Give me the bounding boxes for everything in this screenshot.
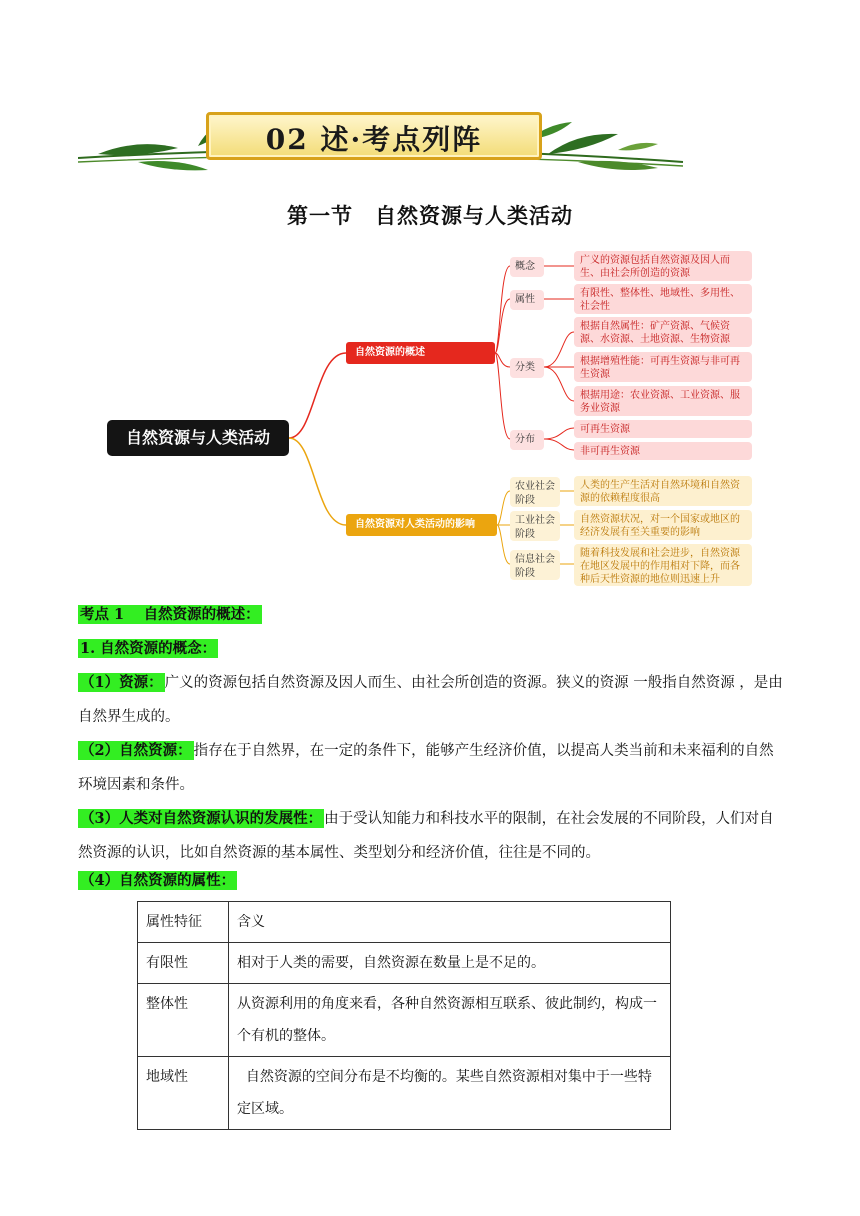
leaf-class-use: 根据用途：农业资源、工业资源、服务业资源 bbox=[574, 386, 752, 416]
leaf-concept: 广义的资源包括自然资源及因人而生、由社会所创造的资源 bbox=[574, 251, 752, 281]
table-cell: 有限性 bbox=[138, 943, 229, 984]
mind-map bbox=[100, 248, 760, 590]
section-banner bbox=[78, 100, 688, 180]
development-text: 由于受认知能力和科技水平的限制，在社会发展的不同阶段，人们对自然资源的认识，比如自然资源的基本属性、类型划分和经济价值，往往是不同的。 bbox=[78, 811, 774, 861]
leaf-class-natural: 根据自然属性：矿产资源、气候资源、水资源、土地资源、生物资源 bbox=[574, 317, 752, 347]
mind-map-root: 自然资源与人类活动 bbox=[107, 420, 289, 456]
branch-overview: 自然资源的概述 bbox=[346, 342, 495, 364]
leaf-information: 随着科技发展和社会进步，自然资源在地区发展中的作用相对下降，而各种后天性资源的地位则迅速上升 bbox=[574, 544, 752, 586]
table-cell: 地域性 bbox=[138, 1057, 229, 1130]
natural-resource-text: 指存在于自然界，在一定的条件下，能够产生经济价值，以提高人类当前和未来福利的自然环境因素和条件。 bbox=[78, 743, 774, 793]
node-distribution: 分布 bbox=[510, 430, 544, 450]
kaodian-label: 考点 1 自然资源的概述： bbox=[80, 606, 260, 623]
branch-impact: 自然资源对人类活动的影响 bbox=[346, 514, 497, 536]
para-resource bbox=[78, 666, 783, 734]
attributes-table bbox=[137, 901, 671, 1130]
node-agricultural: 农业社会阶段 bbox=[510, 477, 560, 507]
section-title: 第一节 自然资源与人类活动 bbox=[287, 204, 573, 228]
para-development bbox=[78, 802, 783, 870]
table-header-row bbox=[138, 902, 671, 943]
node-classification: 分类 bbox=[510, 358, 544, 378]
resource-text: 广义的资源包括自然资源及因人而生、由社会所创造的资源。狭义的资源 一般指自然资源 ，是由自然界生成的。 bbox=[78, 675, 783, 725]
leaf-industrial: 自然资源状况，对一个国家或地区的经济发展有至关重要的影响 bbox=[574, 510, 752, 540]
attributes-label: （4）自然资源的属性： bbox=[80, 872, 236, 889]
table-row bbox=[138, 943, 671, 984]
node-industrial: 工业社会阶段 bbox=[510, 511, 560, 541]
node-attributes: 属性 bbox=[510, 290, 544, 310]
development-label: （3）人类对自然资源认识的发展性： bbox=[80, 810, 323, 827]
table-cell: 自然资源的空间分布是不均衡的。某些自然资源相对集中于一些特定区域。 bbox=[229, 1057, 671, 1130]
table-cell: 相对于人类的需要，自然资源在数量上是不足的。 bbox=[229, 943, 671, 984]
leaf-renewable: 可再生资源 bbox=[574, 420, 752, 438]
attributes-heading bbox=[78, 864, 783, 898]
banner-plaque bbox=[206, 112, 542, 160]
leaf-class-renewable: 根据增殖性能：可再生资源与非可再生资源 bbox=[574, 352, 752, 382]
table-header-cell: 属性特征 bbox=[138, 902, 229, 943]
table-cell: 从资源利用的角度来看，各种自然资源相互联系、彼此制约，构成一个有机的整体。 bbox=[229, 984, 671, 1057]
node-information: 信息社会阶段 bbox=[510, 550, 560, 580]
banner-title: 02 述·考点列阵 bbox=[265, 123, 483, 156]
resource-label: （1）资源： bbox=[80, 674, 163, 691]
concept-label: 1. 自然资源的概念： bbox=[80, 640, 217, 657]
natural-resource-label: （2）自然资源： bbox=[80, 742, 192, 759]
leaf-agricultural: 人类的生产生活对自然环境和自然资源的依赖程度很高 bbox=[574, 476, 752, 506]
leaf-nonrenewable: 非可再生资源 bbox=[574, 442, 752, 460]
para-natural-resource bbox=[78, 734, 783, 802]
kaodian-heading bbox=[78, 598, 783, 632]
table-cell: 整体性 bbox=[138, 984, 229, 1057]
table-row bbox=[138, 984, 671, 1057]
table-row bbox=[138, 1057, 671, 1130]
leaf-attributes: 有限性、整体性、地域性、多用性、社会性 bbox=[574, 284, 752, 314]
node-concept: 概念 bbox=[510, 257, 544, 277]
table-header-cell: 含义 bbox=[229, 902, 671, 943]
concept-heading bbox=[78, 632, 783, 666]
